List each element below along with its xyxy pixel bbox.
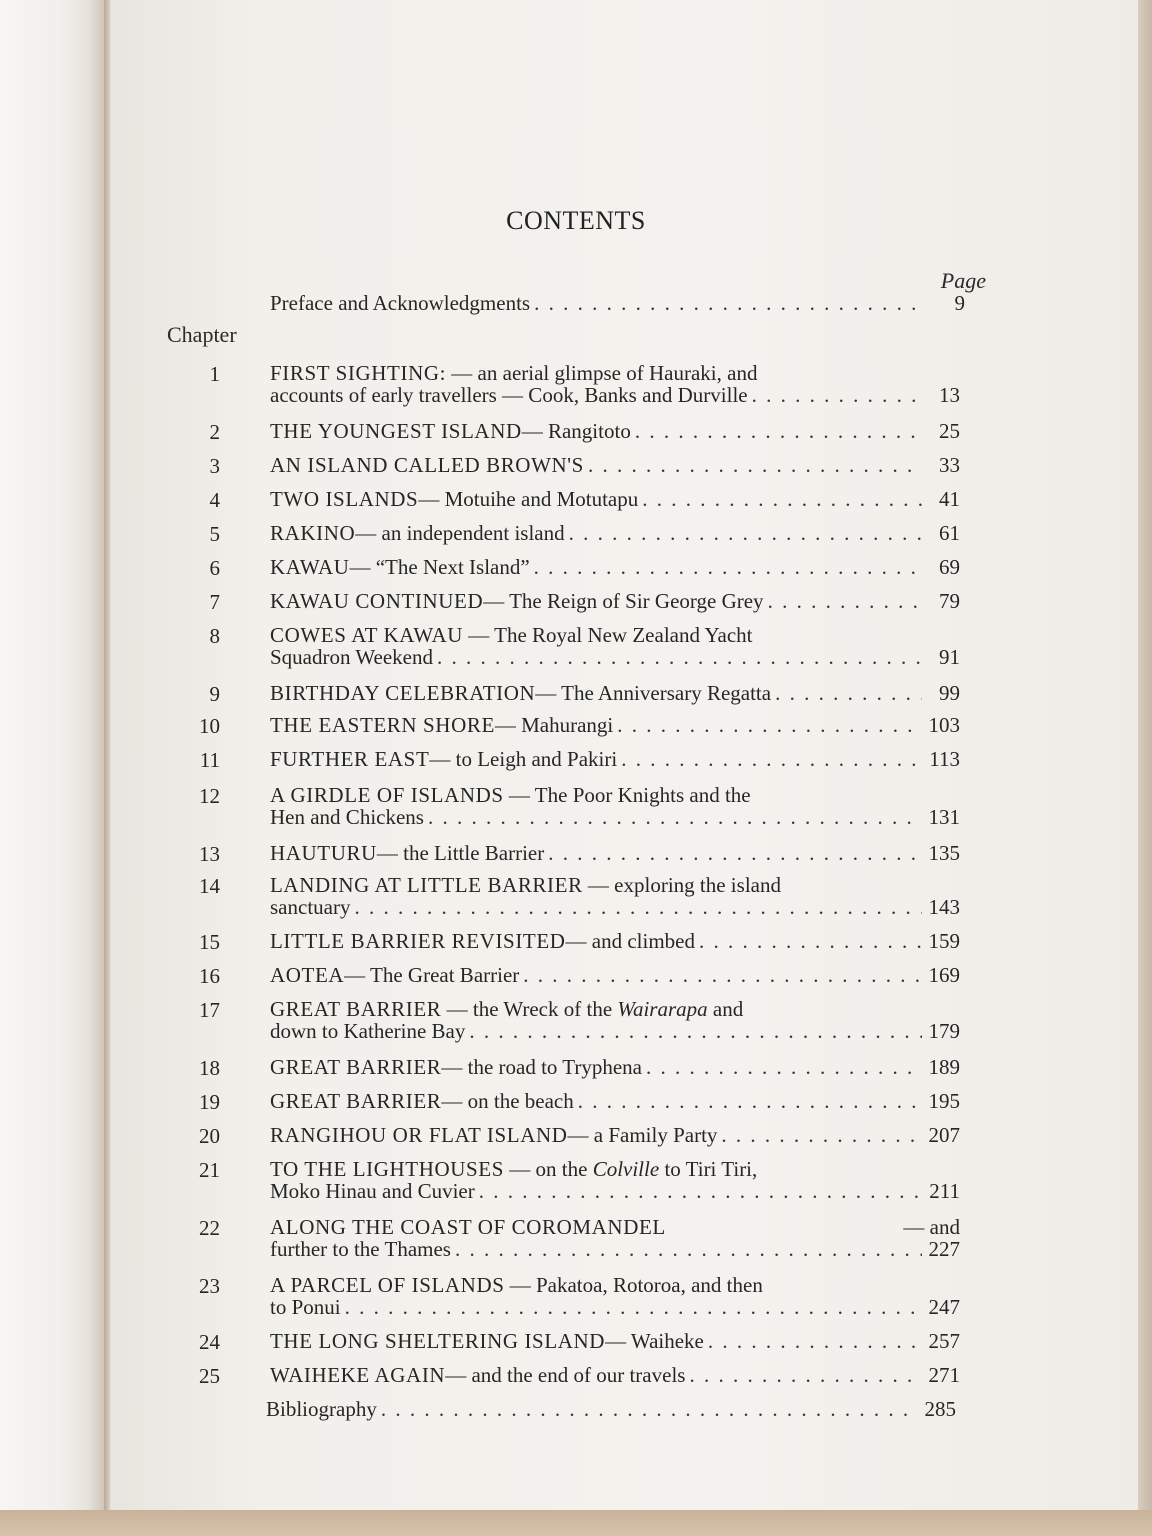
chapter-number: 11 bbox=[199, 748, 220, 772]
chapter-subtitle: — and climbed bbox=[565, 929, 695, 953]
chapter-heading: AOTEA bbox=[270, 963, 345, 987]
leader-dots bbox=[708, 1330, 922, 1352]
chapter-number: 10 bbox=[199, 714, 220, 738]
chapter-heading: THE YOUNGEST ISLAND bbox=[270, 419, 522, 443]
chapter-subtitle-cont: sanctuary bbox=[270, 895, 351, 919]
chapter-subtitle: — and the end of our travels bbox=[445, 1363, 686, 1387]
chapter-number: 8 bbox=[209, 624, 220, 648]
chapter-subtitle: — the road to Tryphena bbox=[441, 1055, 643, 1079]
entry-page: 195 bbox=[928, 1089, 960, 1113]
chapter-number: 21 bbox=[199, 1158, 220, 1182]
chapter-number: 22 bbox=[199, 1216, 220, 1240]
entry-page: 179 bbox=[928, 1019, 960, 1043]
chapter-subtitle: — on the beach bbox=[441, 1089, 574, 1113]
chapter-heading: FIRST SIGHTING: bbox=[270, 361, 447, 385]
entry-page: 91 bbox=[939, 645, 960, 669]
entry-page: 169 bbox=[928, 963, 960, 987]
chapter-column-label: Chapter bbox=[167, 322, 237, 347]
chapter-heading: LANDING AT LITTLE BARRIER bbox=[270, 873, 583, 897]
leader-dots bbox=[523, 964, 922, 986]
chapter-number: 14 bbox=[199, 874, 220, 898]
chapter-heading: HAUTURU bbox=[270, 841, 377, 865]
chapter-number: 25 bbox=[199, 1364, 220, 1388]
chapter-heading: FURTHER EAST bbox=[270, 747, 430, 771]
chapter-heading: A PARCEL OF ISLANDS bbox=[270, 1273, 505, 1297]
chapter-heading: RANGIHOU OR FLAT ISLAND bbox=[270, 1123, 568, 1147]
entry-page: 61 bbox=[939, 521, 960, 545]
entry-page: 271 bbox=[928, 1363, 960, 1387]
chapter-number: 19 bbox=[199, 1090, 220, 1114]
entry-page: 25 bbox=[939, 419, 960, 443]
chapter-heading: GREAT BARRIER bbox=[270, 1089, 442, 1113]
leader-dots bbox=[752, 384, 922, 406]
chapter-subtitle: — The Reign of Sir George Grey bbox=[483, 589, 764, 613]
chapter-subtitle: — and bbox=[903, 1215, 960, 1239]
chapter-subtitle: — “The Next Island” bbox=[349, 555, 530, 579]
chapter-subtitle-cont: further to the Thames bbox=[270, 1237, 451, 1261]
leader-dots bbox=[689, 1364, 922, 1386]
chapter-number: 20 bbox=[199, 1124, 220, 1148]
entry-page: 227 bbox=[928, 1237, 960, 1261]
chapter-heading: THE LONG SHELTERING ISLAND bbox=[270, 1329, 606, 1353]
chapter-subtitle: — an aerial glimpse of Hauraki, and bbox=[446, 361, 758, 385]
chapter-number: 23 bbox=[199, 1274, 220, 1298]
chapter-heading: WAIHEKE AGAIN bbox=[270, 1363, 446, 1387]
chapter-subtitle: — the Wreck of the bbox=[441, 997, 618, 1021]
leader-dots bbox=[345, 1296, 922, 1318]
chapter-number: 24 bbox=[199, 1330, 220, 1354]
chapter-subtitle-cont: Hen and Chickens bbox=[270, 805, 424, 829]
chapter-number: 17 bbox=[199, 998, 220, 1022]
leader-dots bbox=[721, 1124, 922, 1146]
book-cover-bottom bbox=[0, 1510, 1152, 1536]
chapter-subtitle: — Motuihe and Motutapu bbox=[418, 487, 639, 511]
leader-dots bbox=[617, 714, 922, 736]
leader-dots bbox=[646, 1056, 922, 1078]
leader-dots bbox=[469, 1020, 922, 1042]
chapter-subtitle: — an independent island bbox=[355, 521, 565, 545]
leader-dots bbox=[642, 488, 922, 510]
chapter-heading: COWES AT KAWAU bbox=[270, 623, 464, 647]
chapter-heading: ALONG THE COAST OF COROMANDEL bbox=[270, 1215, 666, 1239]
chapter-number: 6 bbox=[209, 556, 220, 580]
chapter-subtitle: — The Great Barrier bbox=[344, 963, 520, 987]
chapter-subtitle-cont: to Ponui bbox=[270, 1295, 341, 1319]
leader-dots bbox=[381, 1398, 918, 1420]
chapter-subtitle: — Rangitoto bbox=[521, 419, 631, 443]
entry-page: 41 bbox=[939, 487, 960, 511]
chapter-subtitle-cont: accounts of early travellers — Cook, Banks and Durville bbox=[270, 383, 748, 407]
chapter-subtitle: — a Family Party bbox=[567, 1123, 718, 1147]
chapter-heading: GREAT BARRIER bbox=[270, 1055, 442, 1079]
chapter-heading: BIRTHDAY CELEBRATION bbox=[270, 681, 536, 705]
chapter-number: 2 bbox=[209, 420, 220, 444]
chapter-number: 3 bbox=[209, 454, 220, 478]
leader-dots bbox=[768, 590, 922, 612]
leader-dots bbox=[569, 522, 922, 544]
entry-page: 189 bbox=[928, 1055, 960, 1079]
chapter-number: 4 bbox=[209, 488, 220, 512]
leader-dots bbox=[437, 646, 922, 668]
chapter-heading: GREAT BARRIER bbox=[270, 997, 442, 1021]
entry-page: 143 bbox=[928, 895, 960, 919]
entry-page: 135 bbox=[928, 841, 960, 865]
chapter-heading: AN ISLAND CALLED BROWN'S bbox=[270, 453, 584, 477]
entry-page: 79 bbox=[939, 589, 960, 613]
leader-dots bbox=[621, 748, 922, 770]
entry-page: 99 bbox=[939, 681, 960, 705]
leader-dots bbox=[578, 1090, 922, 1112]
chapter-subtitle: — Pakatoa, Rotoroa, and then bbox=[504, 1273, 763, 1297]
entry-page: 103 bbox=[928, 713, 960, 737]
chapter-subtitle: — The Anniversary Regatta bbox=[535, 681, 772, 705]
leader-dots bbox=[428, 806, 922, 828]
chapter-subtitle: — exploring the island bbox=[582, 873, 781, 897]
chapter-subtitle: — The Royal New Zealand Yacht bbox=[463, 623, 753, 647]
chapter-number: 12 bbox=[199, 784, 220, 808]
chapter-number: 15 bbox=[199, 930, 220, 954]
chapter-subtitle-end: and bbox=[707, 997, 744, 1021]
chapter-heading: TO THE LIGHTHOUSES bbox=[270, 1157, 505, 1181]
chapter-number: 9 bbox=[209, 682, 220, 706]
chapter-heading: LITTLE BARRIER REVISITED bbox=[270, 929, 566, 953]
leader-dots bbox=[588, 454, 922, 476]
entry-page: 207 bbox=[928, 1123, 960, 1147]
entry-page: 211 bbox=[929, 1179, 960, 1203]
chapter-subtitle: — The Poor Knights and the bbox=[503, 783, 751, 807]
chapter-number: 16 bbox=[199, 964, 220, 988]
leader-dots bbox=[354, 896, 922, 918]
entry-page: 113 bbox=[929, 747, 960, 771]
leader-dots bbox=[455, 1238, 922, 1260]
leader-dots bbox=[635, 420, 922, 442]
chapter-subtitle-end: to Tiri Tiri, bbox=[659, 1157, 758, 1181]
entry-page: 33 bbox=[939, 453, 960, 477]
chapter-heading: KAWAU bbox=[270, 555, 350, 579]
chapter-subtitle: — on the bbox=[504, 1157, 593, 1181]
leader-dots bbox=[479, 1180, 922, 1202]
chapter-number: 13 bbox=[199, 842, 220, 866]
chapter-heading: THE EASTERN SHORE bbox=[270, 713, 495, 737]
leader-dots bbox=[699, 930, 922, 952]
chapter-heading: RAKINO bbox=[270, 521, 356, 545]
entry-page: 257 bbox=[928, 1329, 960, 1353]
entry-title: Preface and Acknowledgments bbox=[270, 291, 531, 315]
chapter-number: 7 bbox=[209, 590, 220, 614]
chapter-subtitle: — to Leigh and Pakiri bbox=[429, 747, 618, 771]
chapter-subtitle-cont: down to Katherine Bay bbox=[270, 1019, 466, 1043]
leader-dots bbox=[534, 556, 922, 578]
chapter-number: 5 bbox=[209, 522, 220, 546]
chapter-subtitle-cont: Squadron Weekend bbox=[270, 645, 433, 669]
chapter-subtitle-cont: Moko Hinau and Cuvier bbox=[270, 1179, 475, 1203]
entry-title: Bibliography bbox=[266, 1397, 377, 1421]
entry-page: 247 bbox=[928, 1295, 960, 1319]
entry-page: 159 bbox=[928, 929, 960, 953]
leader-dots bbox=[548, 842, 922, 864]
page-column-label: Page bbox=[940, 268, 986, 293]
entry-page: 9 bbox=[954, 291, 965, 315]
chapter-number: 18 bbox=[199, 1056, 220, 1080]
ship-name: Colville bbox=[592, 1157, 660, 1181]
chapter-heading: KAWAU CONTINUED bbox=[270, 589, 484, 613]
entry-page: 69 bbox=[939, 555, 960, 579]
chapter-subtitle: — the Little Barrier bbox=[376, 841, 545, 865]
chapter-heading: A GIRDLE OF ISLANDS bbox=[270, 783, 504, 807]
chapter-number: 1 bbox=[209, 362, 220, 386]
entry-page: 131 bbox=[928, 805, 960, 829]
chapter-subtitle: — Waiheke bbox=[605, 1329, 704, 1353]
entry-page: 13 bbox=[939, 383, 960, 407]
entry-page: 285 bbox=[924, 1397, 956, 1421]
leader-dots bbox=[534, 292, 927, 314]
chapter-subtitle: — Mahurangi bbox=[494, 713, 614, 737]
leader-dots bbox=[775, 682, 922, 704]
chapter-heading: TWO ISLANDS bbox=[270, 487, 419, 511]
ship-name: Wairarapa bbox=[617, 997, 708, 1021]
page-title: CONTENTS bbox=[506, 206, 646, 235]
